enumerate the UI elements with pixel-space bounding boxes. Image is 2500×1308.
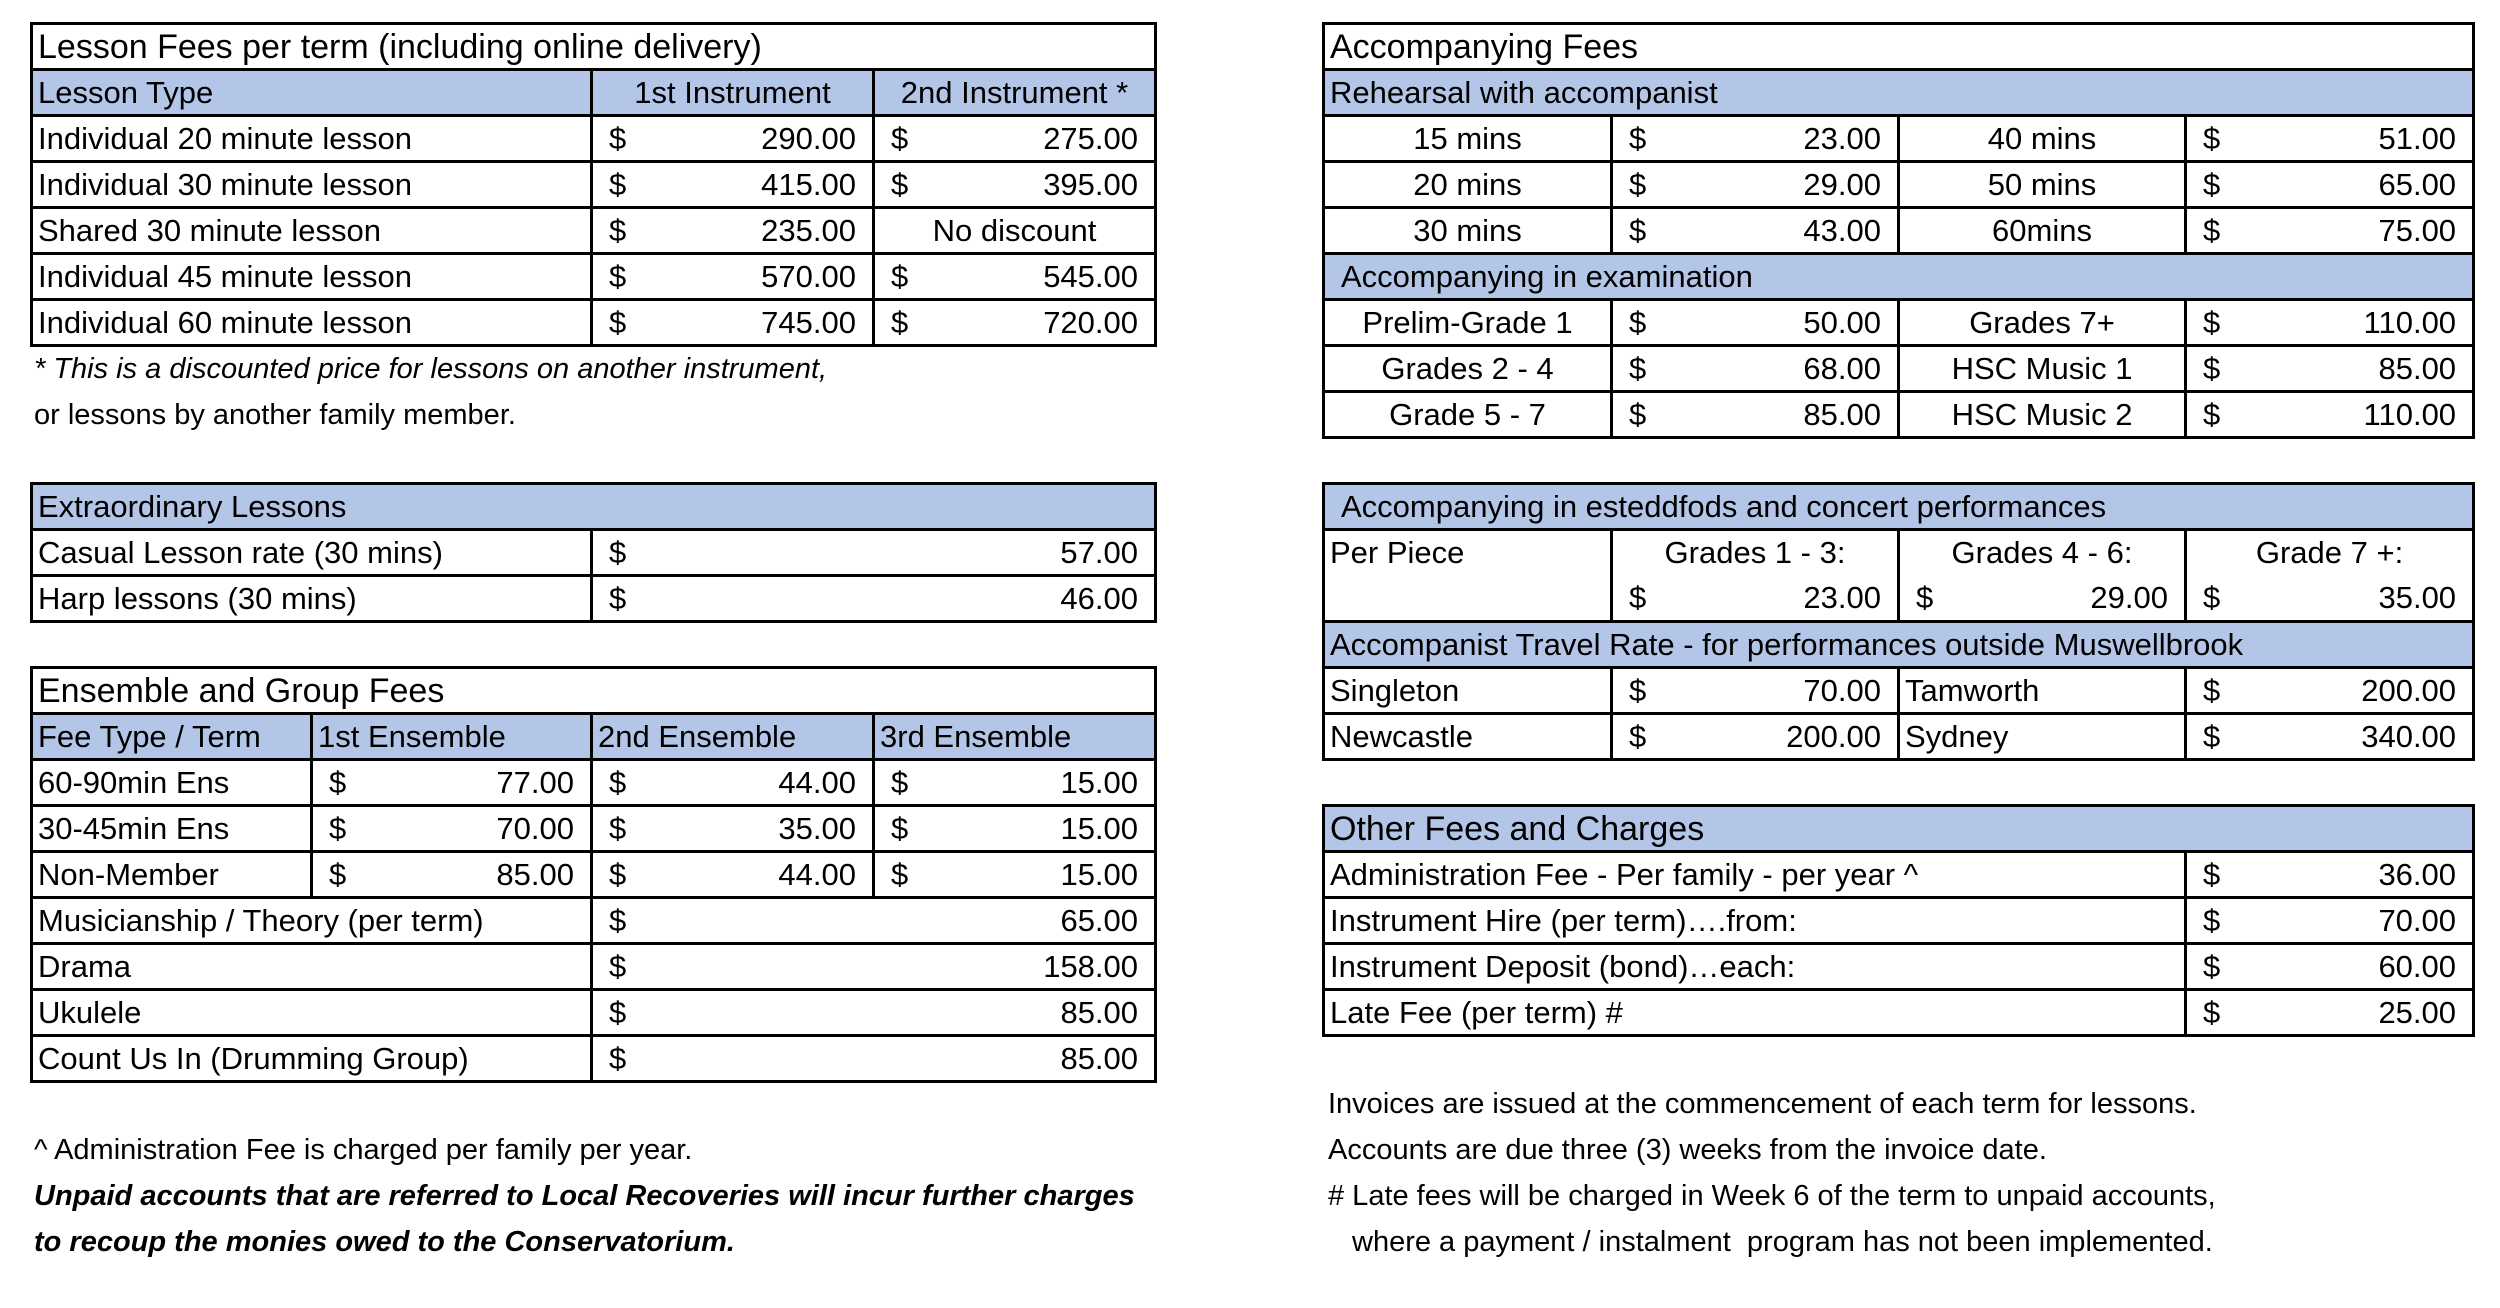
- col-header-3rd-ensemble: 3rd Ensemble: [874, 714, 1156, 760]
- amount: 35.00: [778, 810, 856, 846]
- fee-cell: [592, 1036, 1156, 1082]
- duration-label: 60mins: [1899, 208, 2186, 254]
- amount: 200.00: [1786, 718, 1881, 754]
- extraordinary-lessons-table: [30, 482, 1157, 623]
- fee-cell: [874, 806, 1156, 852]
- currency-symbol: $: [2203, 994, 2221, 1030]
- currency-symbol: $: [609, 948, 627, 984]
- group-label: Ukulele: [32, 990, 592, 1036]
- currency-symbol: $: [1629, 579, 1647, 615]
- table-row: [1324, 392, 2474, 438]
- fee-label: Administration Fee - Per family - per year ^: [1324, 852, 2186, 898]
- amount: 68.00: [1803, 350, 1881, 386]
- fee-cell: [2186, 346, 2474, 392]
- currency-symbol: $: [609, 304, 627, 340]
- lesson-label: Casual Lesson rate (30 mins): [32, 530, 592, 576]
- amount: 50.00: [1803, 304, 1881, 340]
- currency-symbol: $: [609, 764, 627, 800]
- place-label: Singleton: [1324, 668, 1612, 714]
- ensemble-header-row: [32, 714, 1156, 760]
- fee-cell: [592, 576, 1156, 622]
- amount: 340.00: [2361, 718, 2457, 754]
- lesson-type: Individual 60 minute lesson: [32, 300, 592, 346]
- fee-cell: [2186, 990, 2474, 1036]
- duration-label: 15 mins: [1324, 116, 1612, 162]
- currency-symbol: $: [2203, 120, 2221, 156]
- table-row: [32, 576, 1156, 622]
- currency-symbol: $: [1629, 350, 1647, 386]
- fee-cell: [1899, 576, 2186, 622]
- currency-symbol: $: [2203, 672, 2221, 708]
- fee-label: Instrument Hire (per term)….from:: [1324, 898, 2186, 944]
- fee-cell: [592, 806, 874, 852]
- travel-header-row: [1324, 622, 2474, 668]
- amount: 29.00: [2090, 579, 2168, 615]
- currency-symbol: $: [2203, 902, 2221, 938]
- amount: 65.00: [2378, 166, 2457, 202]
- table-row: [1324, 346, 2474, 392]
- amount: 70.00: [496, 810, 574, 846]
- currency-symbol: $: [2203, 350, 2221, 386]
- currency-symbol: $: [609, 580, 627, 616]
- fee-cell: [592, 162, 874, 208]
- currency-symbol: $: [2203, 948, 2221, 984]
- admin-fee-note: ^ Administration Fee is charged per family per year.: [34, 1134, 693, 1166]
- rehearsal-header: Rehearsal with accompanist: [1324, 70, 2474, 116]
- amount: 395.00: [1043, 166, 1139, 202]
- grade-amount-row: [1324, 576, 2474, 622]
- amount: 46.00: [1060, 580, 1138, 616]
- amount: 745.00: [761, 304, 856, 340]
- duration-label: 20 mins: [1324, 162, 1612, 208]
- currency-symbol: $: [2203, 718, 2221, 754]
- accompanying-fees-table: [1322, 22, 2475, 439]
- eisteddfod-title: Accompanying in esteddfods and concert performances: [1324, 484, 2474, 530]
- lesson-type: Individual 30 minute lesson: [32, 162, 592, 208]
- amount: 290.00: [761, 120, 856, 156]
- rehearsal-header-row: [1324, 70, 2474, 116]
- col-header-fee-type: Fee Type / Term: [32, 714, 312, 760]
- table-row: [32, 898, 1156, 944]
- grade-label: HSC Music 2: [1899, 392, 2186, 438]
- amount: 60.00: [2378, 948, 2457, 984]
- fee-cell: [2186, 300, 2474, 346]
- currency-symbol: $: [609, 258, 627, 294]
- currency-symbol: $: [891, 810, 909, 846]
- table-row: [1324, 668, 2474, 714]
- lesson-fees-header-row: [32, 70, 1156, 116]
- fee-cell: [874, 162, 1156, 208]
- amount: 70.00: [1803, 672, 1881, 708]
- amount: 545.00: [1043, 258, 1139, 294]
- accounts-due-note: Accounts are due three (3) weeks from the invoice date.: [1328, 1134, 2047, 1166]
- table-row: [32, 300, 1156, 346]
- currency-symbol: $: [2203, 304, 2221, 340]
- grade-label: Grade 7 +:: [2186, 530, 2474, 576]
- fee-cell: [592, 116, 874, 162]
- amount: 15.00: [1060, 810, 1139, 846]
- ensemble-label: Non-Member: [32, 852, 312, 898]
- group-label: Drama: [32, 944, 592, 990]
- amount: 25.00: [2378, 994, 2457, 1030]
- amount: 158.00: [1043, 948, 1139, 984]
- late-fee-note-line2: where a payment / instalment program has not been implemented.: [1352, 1226, 2213, 1258]
- col-header-2nd-ensemble: 2nd Ensemble: [592, 714, 874, 760]
- amount: 15.00: [1060, 764, 1139, 800]
- currency-symbol: $: [891, 166, 909, 202]
- fee-cell: [2186, 162, 2474, 208]
- amount: 23.00: [1803, 579, 1881, 615]
- lesson-fees-title-row: [32, 24, 1156, 70]
- currency-symbol: $: [609, 902, 627, 938]
- lesson-type: Shared 30 minute lesson: [32, 208, 592, 254]
- amount: 70.00: [2378, 902, 2457, 938]
- duration-label: 30 mins: [1324, 208, 1612, 254]
- table-row: [32, 116, 1156, 162]
- fee-cell: [2186, 392, 2474, 438]
- extraordinary-title-row: [32, 484, 1156, 530]
- amount: 15.00: [1060, 856, 1139, 892]
- fee-cell: [2186, 714, 2474, 760]
- grade-label: Prelim-Grade 1: [1324, 300, 1612, 346]
- place-label: Tamworth: [1899, 668, 2186, 714]
- amount: 110.00: [2363, 396, 2457, 432]
- fee-label: Late Fee (per term) #: [1324, 990, 2186, 1036]
- fee-cell: [2186, 898, 2474, 944]
- place-label: Sydney: [1899, 714, 2186, 760]
- currency-symbol: $: [609, 212, 627, 248]
- fee-cell: [1612, 300, 1899, 346]
- fee-cell: [2186, 852, 2474, 898]
- amount: 570.00: [761, 258, 856, 294]
- grade-label: HSC Music 1: [1899, 346, 2186, 392]
- currency-symbol: $: [1629, 718, 1647, 754]
- table-row: [32, 852, 1156, 898]
- currency-symbol: $: [609, 120, 627, 156]
- fee-cell: [592, 254, 874, 300]
- currency-symbol: $: [609, 994, 627, 1030]
- col-header-2nd-instrument: 2nd Instrument *: [874, 70, 1156, 116]
- amount: 44.00: [778, 856, 856, 892]
- table-row: [32, 760, 1156, 806]
- travel-header: Accompanist Travel Rate - for performances outside Muswellbrook: [1324, 622, 2474, 668]
- col-header-lesson-type: Lesson Type: [32, 70, 592, 116]
- ensemble-fees-table: [30, 666, 1157, 1083]
- table-row: [1324, 944, 2474, 990]
- currency-symbol: $: [891, 764, 909, 800]
- amount: 57.00: [1060, 534, 1138, 570]
- fee-cell: [1612, 576, 1899, 622]
- grade-label: Grades 2 - 4: [1324, 346, 1612, 392]
- no-discount-cell: No discount: [874, 208, 1156, 254]
- fee-cell: [2186, 944, 2474, 990]
- ensemble-label: 60-90min Ens: [32, 760, 312, 806]
- fee-cell: [874, 760, 1156, 806]
- fee-cell: [874, 116, 1156, 162]
- amount: 44.00: [778, 764, 856, 800]
- unpaid-accounts-note-line1: Unpaid accounts that are referred to Local Recoveries will incur further charges: [34, 1180, 1135, 1212]
- other-fees-table: [1322, 804, 2475, 1037]
- eisteddfod-title-row: [1324, 484, 2474, 530]
- table-row: [1324, 208, 2474, 254]
- currency-symbol: $: [329, 764, 347, 800]
- amount: 29.00: [1803, 166, 1881, 202]
- accompanying-title: Accompanying Fees: [1324, 24, 2474, 70]
- fee-cell: [2186, 668, 2474, 714]
- eisteddfod-fees-table: [1322, 482, 2475, 761]
- amount: 235.00: [761, 212, 856, 248]
- table-row: [32, 530, 1156, 576]
- invoice-note: Invoices are issued at the commencement of each term for lessons.: [1328, 1088, 2197, 1120]
- currency-symbol: $: [891, 304, 909, 340]
- grade-label: Grades 4 - 6:: [1899, 530, 2186, 576]
- fee-cell: [2186, 208, 2474, 254]
- other-fees-title: Other Fees and Charges: [1324, 806, 2474, 852]
- amount: 65.00: [1060, 902, 1139, 938]
- grade-label: Grades 1 - 3:: [1612, 530, 1899, 576]
- fee-cell: [592, 990, 1156, 1036]
- lesson-type: Individual 45 minute lesson: [32, 254, 592, 300]
- exam-header: Accompanying in examination: [1324, 254, 2474, 300]
- place-label: Newcastle: [1324, 714, 1612, 760]
- fee-cell: [592, 530, 1156, 576]
- currency-symbol: $: [609, 856, 627, 892]
- table-row: [32, 990, 1156, 1036]
- currency-symbol: $: [2203, 212, 2221, 248]
- fee-cell: [874, 254, 1156, 300]
- fee-cell: [592, 852, 874, 898]
- amount: 43.00: [1803, 212, 1881, 248]
- amount: 200.00: [2361, 672, 2457, 708]
- extraordinary-title: Extraordinary Lessons: [32, 484, 1156, 530]
- amount: 275.00: [1043, 120, 1139, 156]
- amount: 85.00: [1060, 994, 1139, 1030]
- currency-symbol: $: [609, 810, 627, 846]
- fee-cell: [592, 898, 1156, 944]
- fee-cell: [1612, 208, 1899, 254]
- table-row: [1324, 990, 2474, 1036]
- currency-symbol: $: [1629, 212, 1647, 248]
- amount: 415.00: [761, 166, 856, 202]
- currency-symbol: $: [1629, 304, 1647, 340]
- lesson-fees-table: [30, 22, 1157, 347]
- lesson-footnote-line1: * This is a discounted price for lessons on another instrument,: [34, 353, 828, 385]
- fee-cell: [592, 760, 874, 806]
- grade-label: Grade 5 - 7: [1324, 392, 1612, 438]
- fee-cell: [874, 852, 1156, 898]
- table-row: [32, 806, 1156, 852]
- other-fees-title-row: [1324, 806, 2474, 852]
- fee-cell: [1612, 346, 1899, 392]
- currency-symbol: $: [2203, 579, 2221, 615]
- lesson-footnote-line2: or lessons by another family member.: [34, 399, 516, 431]
- currency-symbol: $: [609, 534, 627, 570]
- currency-symbol: $: [891, 258, 909, 294]
- group-label: Musicianship / Theory (per term): [32, 898, 592, 944]
- grade-label: Grades 7+: [1899, 300, 2186, 346]
- lesson-fees-title: Lesson Fees per term (including online delivery): [32, 24, 1156, 70]
- amount: 75.00: [2378, 212, 2457, 248]
- amount: 51.00: [2378, 120, 2457, 156]
- currency-symbol: $: [1916, 579, 1934, 615]
- currency-symbol: $: [329, 810, 347, 846]
- table-row: [1324, 898, 2474, 944]
- fee-cell: [312, 852, 592, 898]
- col-header-1st-ensemble: 1st Ensemble: [312, 714, 592, 760]
- currency-symbol: $: [891, 856, 909, 892]
- amount: 85.00: [496, 856, 574, 892]
- fee-cell: [1612, 668, 1899, 714]
- currency-symbol: $: [1629, 672, 1647, 708]
- amount: 85.00: [1803, 396, 1881, 432]
- fee-cell: [1612, 714, 1899, 760]
- accompanying-title-row: [1324, 24, 2474, 70]
- currency-symbol: $: [1629, 396, 1647, 432]
- unpaid-accounts-note-line2: to recoup the monies owed to the Conservatorium.: [34, 1226, 735, 1258]
- fee-cell: [312, 760, 592, 806]
- fee-cell: [592, 300, 874, 346]
- fee-cell: [2186, 576, 2474, 622]
- amount: 36.00: [2378, 856, 2457, 892]
- fee-cell: [312, 806, 592, 852]
- table-row: [1324, 162, 2474, 208]
- currency-symbol: $: [609, 1040, 627, 1076]
- fee-cell: [2186, 116, 2474, 162]
- currency-symbol: $: [1629, 166, 1647, 202]
- amount: 23.00: [1803, 120, 1881, 156]
- amount: 110.00: [2363, 304, 2457, 340]
- exam-header-row: [1324, 254, 2474, 300]
- amount: 85.00: [2378, 350, 2457, 386]
- amount: 35.00: [2378, 579, 2457, 615]
- late-fee-note-line1: # Late fees will be charged in Week 6 of the term to unpaid accounts,: [1328, 1180, 2216, 1212]
- group-label: Count Us In (Drumming Group): [32, 1036, 592, 1082]
- amount: 85.00: [1060, 1040, 1139, 1076]
- fee-cell: [1612, 392, 1899, 438]
- table-row: [32, 162, 1156, 208]
- fee-cell: [1612, 116, 1899, 162]
- currency-symbol: $: [2203, 166, 2221, 202]
- lesson-label: Harp lessons (30 mins): [32, 576, 592, 622]
- fee-cell: [874, 300, 1156, 346]
- table-row: [32, 254, 1156, 300]
- lesson-type: Individual 20 minute lesson: [32, 116, 592, 162]
- grade-label-row: [1324, 530, 2474, 576]
- table-row: [1324, 714, 2474, 760]
- table-row: [32, 1036, 1156, 1082]
- table-row: [1324, 300, 2474, 346]
- col-header-1st-instrument: 1st Instrument: [592, 70, 874, 116]
- currency-symbol: $: [1629, 120, 1647, 156]
- ensemble-label: 30-45min Ens: [32, 806, 312, 852]
- ensemble-title: Ensemble and Group Fees: [32, 668, 1156, 714]
- table-row: [32, 208, 1156, 254]
- ensemble-title-row: [32, 668, 1156, 714]
- table-row: [1324, 116, 2474, 162]
- currency-symbol: $: [2203, 396, 2221, 432]
- currency-symbol: $: [2203, 856, 2221, 892]
- currency-symbol: $: [891, 120, 909, 156]
- fee-cell: [592, 944, 1156, 990]
- empty-cell: [1324, 576, 1612, 622]
- duration-label: 50 mins: [1899, 162, 2186, 208]
- fee-cell: [592, 208, 874, 254]
- table-row: [1324, 852, 2474, 898]
- fee-label: Instrument Deposit (bond)…each:: [1324, 944, 2186, 990]
- amount: 77.00: [496, 764, 574, 800]
- currency-symbol: $: [329, 856, 347, 892]
- duration-label: 40 mins: [1899, 116, 2186, 162]
- table-row: [32, 944, 1156, 990]
- fee-cell: [1612, 162, 1899, 208]
- per-piece-label: Per Piece: [1324, 530, 1612, 576]
- currency-symbol: $: [609, 166, 627, 202]
- amount: 720.00: [1043, 304, 1139, 340]
